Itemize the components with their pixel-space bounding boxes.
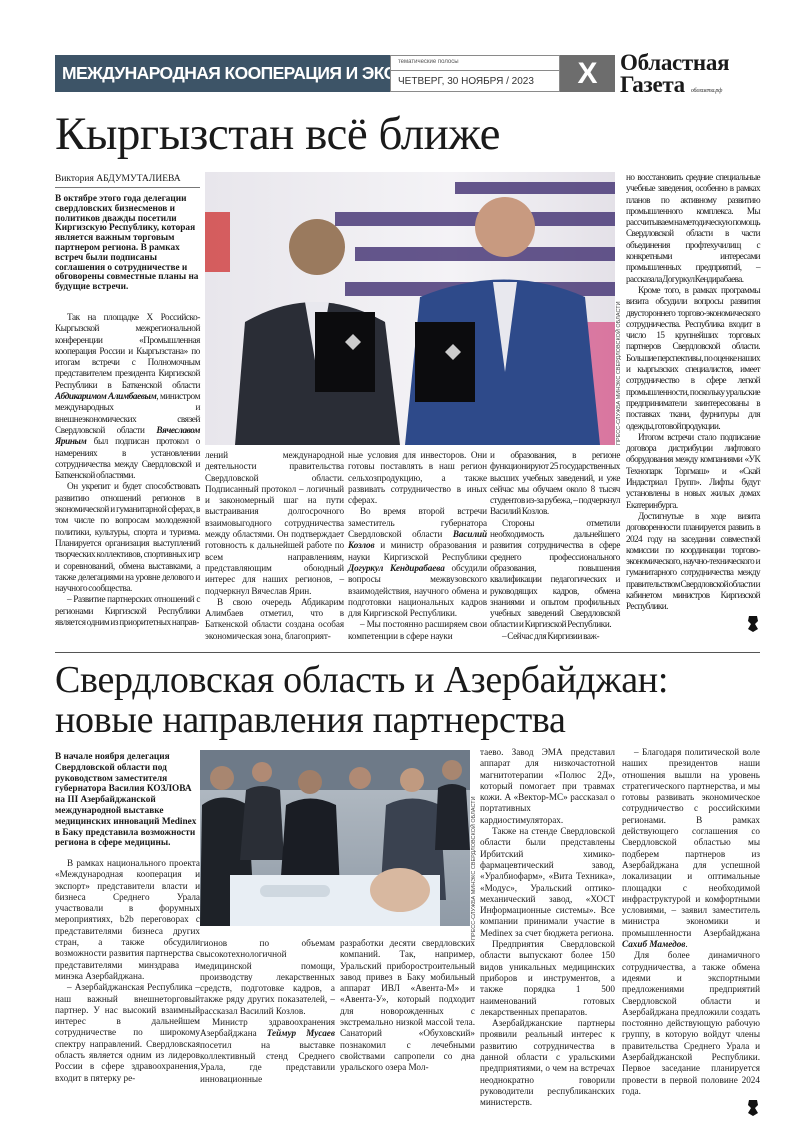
- text-run: ные условия для инвесторов. Они готовы поставлять в наш регион сельхозпродукцию, а также развивать сотрудничество в иных сферах.: [348, 450, 487, 506]
- text-run: и министр образования и науки Киргизской Республики: [348, 540, 487, 562]
- paragraph: [55, 481, 200, 594]
- paragraph: [490, 450, 620, 518]
- article2-headline: Свердловская область и Азербайджан: новые направления партнерства: [55, 659, 669, 741]
- article1-lead: В октябре этого года делегации свердловских бизнесменов и политиков дважды посетили Киргизскую Республику, которая является важным торговым партнером региона. В рамках встреч были подписаны соглашения о сотрудничестве и обговорены совместные планы на будущие встречи.: [55, 194, 199, 293]
- paragraph: [205, 450, 344, 597]
- text-run: В рамках национального проекта «Международная кооперация и экспорт» представители власти и бизнеса Среднего Урала участвовали в форумных мероприятиях, b2b переговорах с представителями бизнеса других стран, а также обсудили возможности развития партнерства с представителями минздрава и минэка Азербайджана.: [55, 858, 200, 981]
- newspaper-logo: [620, 52, 765, 102]
- text-run: – Мы постоянно расширяем свои компетенции в сфере науки: [348, 619, 487, 641]
- article2-photo-credit: ПРЕСС-СЛУЖБА МИНЭКС СВЕРДЛОВСКОЙ ОБЛАСТИ: [471, 796, 477, 940]
- paragraph: [348, 619, 487, 642]
- text-run: Для более динамичного сотрудничества, а также обмена идеями и экспортными предложениями предприятий Свердловской области и Азербайджана предложили создать постоянно действующую рабочую группу, в которую войдут члены правительства Среднего Урала и Азербайджанской Республики. Первое заседание планируется провести в первой половине 2024 года.: [622, 950, 761, 1096]
- article1-photo: [205, 172, 615, 445]
- article2-column-4: [480, 747, 615, 1109]
- person-name: Вячеславом Яриным: [55, 424, 200, 447]
- text-run: – Благодаря политической воле наших президентов наши отношения вышли на уровень стратегического партнерства, и мы готовы развивать экономическое сотрудничество с российскими регионами. В рамках действующего соглашения со Свердловской областью мы подберем партнеров из Азербайджана для успешной локализации и оптимальные площадки с необходимой инфраструктурой и комфортными условиями, – заявил заместитель министра экономики и промышленности Азербайджана: [622, 747, 760, 938]
- paragraph: [55, 858, 200, 982]
- person-name: Догуркул Кендирабаева: [348, 562, 445, 573]
- paragraph: [55, 982, 200, 1084]
- coat-of-arms-icon: [746, 615, 760, 633]
- paragraph: [55, 312, 200, 481]
- paragraph: [348, 506, 487, 619]
- paragraph: [205, 597, 344, 642]
- text-run: Предприятия Свердловской области выпускают более 150 видов уникальных медицинских приборов и инструментов, а также порядка 1 500 наименований готовых лекарственных препаратов.: [480, 939, 615, 1017]
- text-run: Достигнутые в ходе визита договоренности планируется развить в 2024 году на заседании совместной комиссии по координации торгово-экономического, научно-технического и гуманитарного сотрудничества между правительством Свердловской области и кабинетом министров Киргизской Республики.: [626, 510, 760, 612]
- issue-date: ЧЕТВЕРГ, 30 НОЯБРЯ / 2023: [398, 76, 534, 87]
- article2-photo: [200, 750, 470, 926]
- article2-column-2: [200, 938, 335, 1085]
- paragraph: [480, 747, 615, 826]
- text-run: , министром международных и внешнеэкономических связей Свердловской области: [55, 391, 200, 435]
- coat-of-arms-icon: [746, 1099, 760, 1117]
- medinex-exhibition-image: [200, 750, 470, 926]
- paragraph: [626, 285, 760, 432]
- article1-column-2: [205, 450, 344, 642]
- text-run: но восстановить средние специальные учебные заведения, особенно в рамках планов по активному развитию промышленного комплекса. Мы рассчитываем на методическую помощь Свердловской области в части объединения профтехучилищ с конкретными интересами промышленных предприятий, – рассказала Догуркул Кендирабаева.: [626, 172, 760, 284]
- paragraph: [480, 826, 615, 939]
- paragraph: [480, 1018, 615, 1108]
- text-run: Он укрепит и будет способствовать развитию отношений регионов в экономической и гуманитарной сферах, в том числе по вопросам молодежной политики, культуры, спорта и туризма. Планируется организация выступлений творческих коллективов, спортивных игр и соревнований, обмена выставками, а также делегациями на уровне делового и научного сообщества.: [55, 481, 200, 594]
- article1-photo-credit: ПРЕСС-СЛУЖБА МИНЭКС СВЕРДЛОВСКОЙ ОБЛАСТИ: [616, 301, 622, 445]
- paragraph: [480, 939, 615, 1018]
- issue-info: [390, 55, 560, 92]
- text-run: – Развитие партнерских отношений с регионами Киргизской Республики является одним из приоритетных направ-: [55, 594, 200, 628]
- paragraph: [200, 938, 335, 1017]
- text-run: Министр здравоохранения Азербайджана: [200, 1017, 335, 1039]
- text-run: В свою очередь Абдикарим Алимбаев отметил, что в Баткенской области создана особая экономическая зона, благоприят-: [205, 596, 344, 641]
- text-run: .: [685, 939, 688, 950]
- signing-ceremony-image: [205, 172, 615, 445]
- article2-column-3: [340, 938, 475, 1074]
- article2-column-1: [55, 858, 200, 1084]
- text-run: лений международной деятельности правительства Свердловской области. Подписанный протокол – логичный и закономерный шаг на пути выстраивания долгосрочного взаимовыгодного сотрудничества между областями. Он подтверждает готовность к дальнейшей работе по всем направлениям, представляющим обоюдный интерес для наших регионов, – подчеркнул Вячеслав Ярин.: [205, 450, 344, 596]
- person-name: Абдикаримом Алимбаевым: [55, 391, 157, 402]
- article1-column-3: [348, 450, 487, 642]
- text-run: Во время второй встречи заместитель губернатора Свердловской области: [348, 506, 487, 540]
- paragraph: [55, 594, 200, 628]
- article1-author: Виктория АБДУМУТАЛИЕВА: [55, 174, 200, 188]
- text-run: Итогом встречи стало подписание договора дистрибуции лифтового оборудования между компаниями «УК Технопарк Торгмаш» и «Скай Индастриал Групп». Лифты будут установлены в новых жилых домах Екатеринбурга.: [626, 431, 760, 510]
- paragraph: [626, 432, 760, 511]
- person-name: Василий Козлов: [348, 529, 487, 551]
- person-name: Сахиб Мамедов: [622, 939, 686, 950]
- article1-headline: Кыргызстан всё ближе: [55, 108, 501, 160]
- article1-column-4: [490, 450, 620, 642]
- text-run: Также на стенде Свердловской области были представлены Ирбитский химико-фармацевтический завод, «Уралбиофарм», «Вита Техника», «Модус», Уральский оптико-механический завод, «ХОСТ Информационные системы». Все компании принимали участие в Medinex за счет бюджета региона.: [480, 826, 615, 938]
- logo-line1: Областная: [620, 50, 730, 75]
- paragraph: [622, 747, 760, 950]
- paragraph: [490, 518, 620, 631]
- text-run: Стороны отметили необходимость дальнейшего развития сотрудничества в сфере среднего профессионального образования, повышения квалификации педагогических и руководящих кадров, обмена знаниями и опытом профильных учебных заведений Свердловской области и Киргизской Республики.: [490, 517, 620, 630]
- text-run: был подписан протокол о намерениях в установлении сотрудничества между Свердловской и Баткенской областями.: [55, 436, 200, 481]
- paragraph: [348, 450, 487, 506]
- paragraph: [622, 950, 760, 1097]
- text-run: гионов по объемам высокотехнологичной медицинской помощи, производству лекарственных средств, подготовке кадров, а также ряду других показателей, – рассказал Василий Козлов.: [200, 938, 335, 1016]
- article1-column-5: [626, 172, 760, 633]
- paragraph: [200, 1017, 335, 1085]
- text-run: Азербайджанские партнеры проявили реальный интерес к развитию сотрудничества в данной области с уральскими предприятиями, о чем на встречах неоднократно говорили руководители республиканских министерств.: [480, 1018, 615, 1108]
- text-run: посетил на выставке коллективный стенд Среднего Урала, где представили инновационные: [200, 1039, 335, 1084]
- section-banner: МЕЖДУНАРОДНАЯ КООПЕРАЦИЯ И ЭКСПОРТ: [55, 55, 390, 92]
- text-run: обсудили вопросы межвузовского взаимодействия, научного обмена и подготовки национальных кадров для Киргизской Республики.: [348, 562, 487, 619]
- article-divider: [55, 652, 760, 653]
- text-run: таево. Завод ЭМА представил аппарат для низкочастотной магнитотерапии «Полюс 2Д», который помогает при травмах кожи. А «Вектор-МС» рассказал о портативных кардиостимуляторах.: [480, 747, 615, 825]
- text-run: разработки десяти свердловских компаний. Так, например, Уральский приборостроительный завод привез в Баку мобильный аппарат ИВЛ «Авента-М» и «Авента-У», который подходит для новорожденных с экстремально низкой массой тела. Санаторий «Обуховский» познакомил с лечебными свойствами сапропели со дна уральского озера Мол-: [340, 938, 475, 1073]
- page-letter: X: [560, 55, 615, 92]
- text-run: – Азербайджанская Республика – наш важный внешнеторговый партнер. У нас высокий взаимный интерес в дальнейшем сотрудничестве по широкому спектру направлений. Свердловская область является одним из лидеров России в сфере здравоохранения, входит в пятерку ре-: [55, 982, 200, 1083]
- article2-lead: В начале ноября делегация Свердловской области под руководством заместителя губернатора Василия КОЗЛОВА на III Азербайджанской международной выставке медицинских инноваций Medinex в Баку представила возможности региона в сфере медицины.: [55, 752, 197, 849]
- text-run: и образования, в регионе функционируют 25 государственных высших учебных заведений, и уже сейчас мы обучаем около 8 тысяч студентов из-за рубежа, – подчеркнул Василий Козлов.: [490, 450, 620, 517]
- rubric-label: тематические полосы: [391, 56, 559, 71]
- logo-line2: Газета: [620, 72, 685, 97]
- text-run: Так на площадке X Российско-Кыргызской межрегиональной конференции «Промышленная кооперация России и Кыргызстана» по итогам встречи с Полномочным представителем президента Киргизской Республики в Баткенской области: [55, 312, 200, 390]
- article2-column-5: [622, 747, 760, 1117]
- paragraph: [626, 511, 760, 613]
- paragraph: [490, 631, 620, 642]
- article1-column-1: [55, 312, 200, 628]
- person-name: Теймур Мусаев: [266, 1028, 335, 1039]
- paragraph: [626, 172, 760, 285]
- logo-site: облгазета.рф: [690, 88, 723, 94]
- text-run: Кроме того, в рамках программы визита обсудили вопросы развития двустороннего торгово-экономического сотрудничества. Республика входит в число 15 крупнейших торговых партнеров Свердловской области. Большие перспективы, по оценке наших и кыргызских специалистов, имеет сотрудничество в сфере легкой промышленности, поскольку уральские предприниматели заинтересованы в поставках ткани, фурнитуры для одежды, готовой продукции.: [626, 284, 760, 431]
- paragraph: [340, 938, 475, 1074]
- text-run: – Сейчас для Киргизии важ-: [502, 630, 600, 641]
